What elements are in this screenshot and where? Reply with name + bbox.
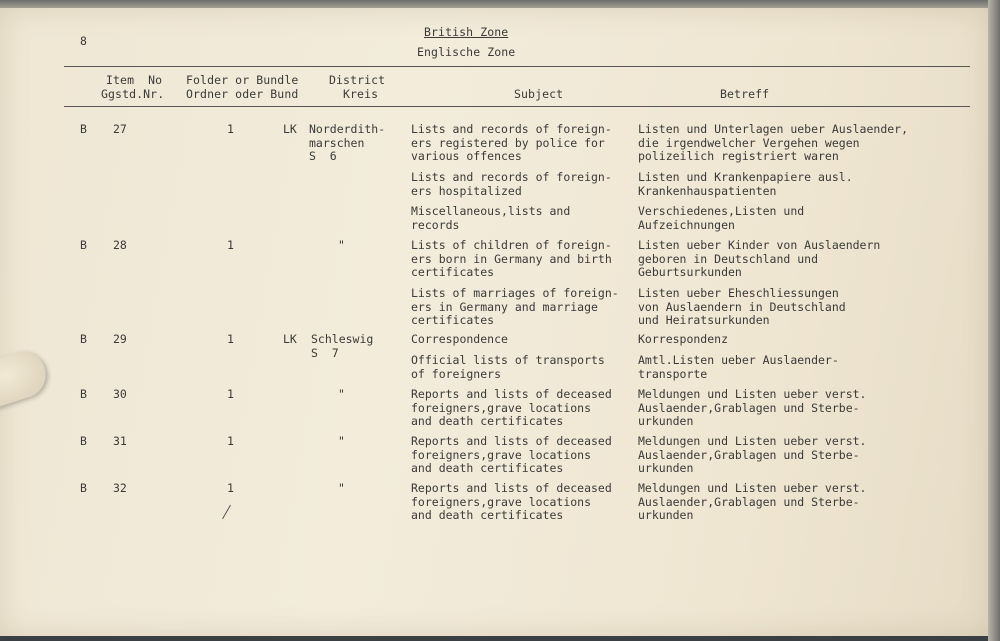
row-betreff: Amtl.Listen ueber Auslaender- transporte (638, 353, 839, 381)
row-item: 31 (113, 434, 127, 448)
pencil-check-mark (222, 505, 231, 519)
row-subject: Reports and lists of deceased foreigners,grave locations and death certificates (411, 481, 612, 523)
row-subject: Official lists of transports of foreigners (411, 353, 605, 381)
row-subject: Correspondence (411, 332, 508, 346)
row-letter: B (80, 122, 87, 136)
row-folder: 1 (227, 122, 234, 136)
header-subject: Subject (514, 87, 564, 101)
header-folder-line2: Ordner oder Bund (186, 87, 299, 101)
header-folder-line1: Folder or Bundle (186, 73, 299, 87)
header-top-rule (64, 66, 970, 67)
document-page (0, 8, 990, 636)
row-betreff: Listen ueber Eheschliessungen von Auslaendern in Deutschland und Heiratsurkunden (638, 286, 846, 328)
row-subject: Lists and records of foreign- ers hospitalized (411, 170, 612, 198)
row-betreff: Meldungen und Listen ueber verst. Auslaender,Grablagen und Sterbe- urkunden (638, 481, 867, 523)
row-subject: Lists of children of foreign- ers born in Germany and birth certificates (411, 238, 612, 280)
row-folder: 1 (227, 238, 234, 252)
header-item-line2: Ggstd.Nr. (101, 87, 165, 101)
row-betreff: Listen und Krankenpapiere ausl. Krankenhauspatienten (638, 170, 853, 198)
scan-right-edge (988, 0, 1000, 641)
row-letter: B (80, 481, 87, 495)
zone-title: British Zone (424, 25, 509, 39)
row-folder: 1 (227, 332, 234, 346)
row-betreff: Meldungen und Listen ueber verst. Auslaender,Grablagen und Sterbe- urkunden (638, 387, 867, 429)
header-betreff: Betreff (720, 87, 770, 101)
zone-subtitle: Englische Zone (417, 45, 516, 59)
row-district: " (338, 434, 345, 448)
row-subject: Miscellaneous,lists and records (411, 204, 571, 232)
row-district: Norderdith- marschen S 6 (309, 122, 386, 164)
row-item: 29 (113, 332, 127, 346)
row-item: 28 (113, 238, 127, 252)
row-betreff: Listen und Unterlagen ueber Auslaender, die irgendwelcher Vergehen wegen polizeilich registriert waren (638, 122, 909, 164)
row-district: Schleswig S 7 (311, 332, 374, 360)
row-item: 32 (113, 481, 127, 495)
header-district-line2: Kreis (343, 87, 379, 101)
header-item-line1: Item No (106, 73, 163, 87)
row-district: " (338, 238, 345, 252)
row-subject: Lists and records of foreign- ers registered by police for various offences (411, 122, 612, 164)
row-subject: Lists of marriages of foreign- ers in Germany and marriage certificates (411, 286, 619, 328)
row-letter: B (80, 332, 87, 346)
row-item: 30 (113, 387, 127, 401)
row-folder: 1 (227, 434, 234, 448)
row-lk: LK (283, 332, 297, 346)
row-letter: B (80, 238, 87, 252)
row-folder: 1 (227, 481, 234, 495)
row-betreff: Verschiedenes,Listen und Aufzeichnungen (638, 204, 805, 232)
row-letter: B (80, 434, 87, 448)
row-district: " (338, 481, 345, 495)
header-district-line1: District (329, 73, 386, 87)
row-lk: LK (283, 122, 297, 136)
row-subject: Reports and lists of deceased foreigners,grave locations and death certificates (411, 387, 612, 429)
row-letter: B (80, 387, 87, 401)
row-folder: 1 (227, 387, 234, 401)
row-betreff: Korrespondenz (638, 332, 729, 346)
row-district: " (338, 387, 345, 401)
page-number: 8 (80, 34, 88, 48)
header-bottom-rule (64, 106, 970, 107)
row-subject: Reports and lists of deceased foreigners,grave locations and death certificates (411, 434, 612, 476)
row-betreff: Listen ueber Kinder von Auslaendern geboren in Deutschland und Geburtsurkunden (638, 238, 881, 280)
row-betreff: Meldungen und Listen ueber verst. Auslaender,Grablagen und Sterbe- urkunden (638, 434, 867, 476)
row-item: 27 (113, 122, 127, 136)
